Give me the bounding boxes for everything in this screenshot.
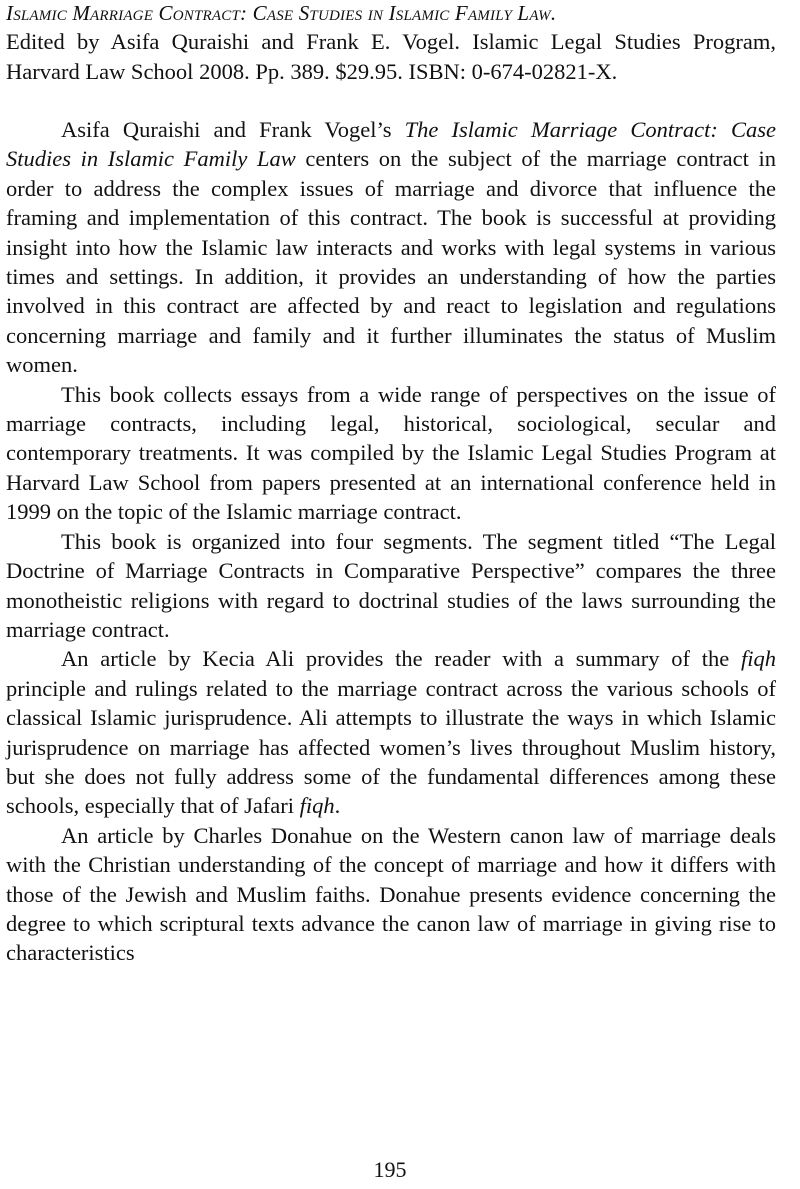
paragraph-3: This book is organized into four segments. The segment titled “The Legal Doctrine of Marriage Contracts in Comparative Perspective” compares the three monotheistic religions with regard to doctrinal studies of the laws surrounding the marriage contract. <box>6 528 776 642</box>
paragraph-4-term-fiqh: fiqh <box>740 646 776 672</box>
paragraph-4-lead: An article by Kecia Ali provides the reader with a summary of the <box>61 646 741 672</box>
book-title-heading: Islamic Marriage Contract: Case Studies in Islamic Family Law. <box>6 1 557 25</box>
paragraph-1-book-title: The Islamic Marriage Contract: Case Studies in Islamic Family Law <box>6 117 776 172</box>
paragraph-1-lead: Asifa Quraishi and Frank Vogel’s <box>61 117 405 142</box>
review-body <box>6 115 776 968</box>
paragraph-5: An article by Charles Donahue on the Western canon law of marriage deals with the Christian understanding of the concept of marriage and how it differs with those of the Jewish and Muslim faiths. Donahue presents evidence concerning the degree to which scriptural texts advance the canon law of marriage in giving rise to characteristics <box>6 822 776 966</box>
paragraph-4 <box>6 644 776 820</box>
page-number: 195 <box>373 1157 407 1182</box>
paragraph-1-rest: centers on the subject of the marriage contract in order to address the complex issues of marriage and divorce that influence the framing and implementation of this contract. The book is successful at providing insight into how the Islamic law interacts and works with legal systems in various times and settings. In addition, it provides an understanding of how the parties involved in this contract are affected by and react to legislation and regulations concerning marriage and family and it further illuminates the status of Muslim women. <box>6 146 776 378</box>
document-page <box>6 0 776 968</box>
paragraph-4-term-fiqh-2: fiqh <box>299 793 335 819</box>
book-citation: Edited by Asifa Quraishi and Frank E. Vogel. Islamic Legal Studies Program, Harvard Law School 2008. Pp. 389. $29.95. ISBN: 0-674-02821-X. <box>6 29 776 84</box>
paragraph-4-end: . <box>334 793 341 819</box>
paragraph-2: This book collects essays from a wide range of perspectives on the issue of marriage contracts, including legal, historical, sociological, secular and contemporary treatments. It was compiled by the Islamic Legal Studies Program at Harvard Law School from papers presented at an international conference held in 1999 on the topic of the Islamic marriage contract. <box>6 381 776 525</box>
paragraph-1 <box>6 115 776 380</box>
paragraph-4-middle: principle and rulings related to the marriage contract across the various schools of classical Islamic jurisprudence. Ali attempts to illustrate the ways in which Islamic jurisprudence on marriage has affected women’s lives throughout Muslim history, but she does not fully address some of the fundamental differences among these schools, especially that of Jafari <box>6 675 776 819</box>
